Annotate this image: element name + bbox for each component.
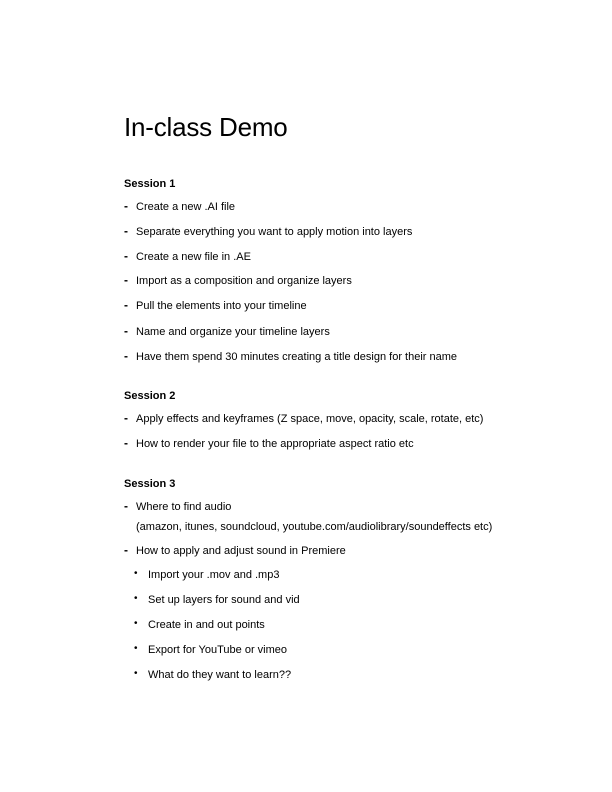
list-item <box>124 249 251 263</box>
list-item-text: Pull the elements into your timeline <box>136 300 307 312</box>
list-item <box>124 543 346 557</box>
dash-marker: - <box>124 324 128 338</box>
list-item-text: Have them spend 30 minutes creating a title design for their name <box>136 351 458 363</box>
dash-marker: - <box>124 249 128 263</box>
dash-marker: - <box>124 543 128 557</box>
dash-marker: - <box>124 411 128 425</box>
list-item <box>124 411 483 425</box>
list-item <box>124 224 412 238</box>
sub-list-item-text: Import your .mov and .mp3 <box>148 569 280 581</box>
list-item-continuation: (amazon, itunes, soundcloud, youtube.com/audiolibrary/soundeffects etc) <box>136 521 493 533</box>
bullet-marker: • <box>134 568 138 579</box>
list-item-text: Apply effects and keyframes (Z space, move, opacity, scale, rotate, etc) <box>136 413 484 425</box>
dash-marker: - <box>124 436 128 450</box>
list-item <box>124 324 330 338</box>
list-item <box>124 499 231 513</box>
sub-list-item-text: Create in and out points <box>148 619 265 631</box>
list-item-text: Where to find audio <box>136 501 232 513</box>
dash-marker: - <box>124 349 128 363</box>
dash-marker: - <box>124 273 128 287</box>
dash-marker: - <box>124 298 128 312</box>
list-item-text: Separate everything you want to apply motion into layers <box>136 226 413 238</box>
sub-list-item-text: Set up layers for sound and vid <box>148 594 300 606</box>
dash-marker: - <box>124 499 128 513</box>
list-item <box>124 273 352 287</box>
bullet-marker: • <box>134 618 138 629</box>
sub-list-item-text: What do they want to learn?? <box>148 669 292 681</box>
bullet-marker: • <box>134 643 138 654</box>
list-item-text: Name and organize your timeline layers <box>136 326 330 338</box>
list-item-text: Import as a composition and organize layers <box>136 275 352 287</box>
list-item <box>124 298 307 312</box>
list-item <box>124 199 235 213</box>
bullet-marker: • <box>134 593 138 604</box>
list-item-text: How to apply and adjust sound in Premiere <box>136 545 346 557</box>
dash-marker: - <box>124 224 128 238</box>
page-title: In-class Demo <box>124 112 288 142</box>
bullet-marker: • <box>134 668 138 679</box>
sub-list-item <box>134 668 291 682</box>
session-2-heading: Session 2 <box>124 390 176 402</box>
dash-marker: - <box>124 199 128 213</box>
list-item <box>124 349 457 363</box>
list-item-text: Create a new .AI file <box>136 201 236 213</box>
sub-list-item <box>134 618 265 632</box>
sub-list-item <box>134 568 279 582</box>
sub-list-item <box>134 593 300 607</box>
list-item-text: How to render your file to the appropriate aspect ratio etc <box>136 438 414 450</box>
session-1-heading: Session 1 <box>124 178 176 190</box>
list-item-text: Create a new file in .AE <box>136 251 251 263</box>
session-3-heading: Session 3 <box>124 478 176 490</box>
list-item <box>124 436 414 450</box>
sub-list-item-text: Export for YouTube or vimeo <box>148 644 288 656</box>
sub-list-item <box>134 643 287 657</box>
